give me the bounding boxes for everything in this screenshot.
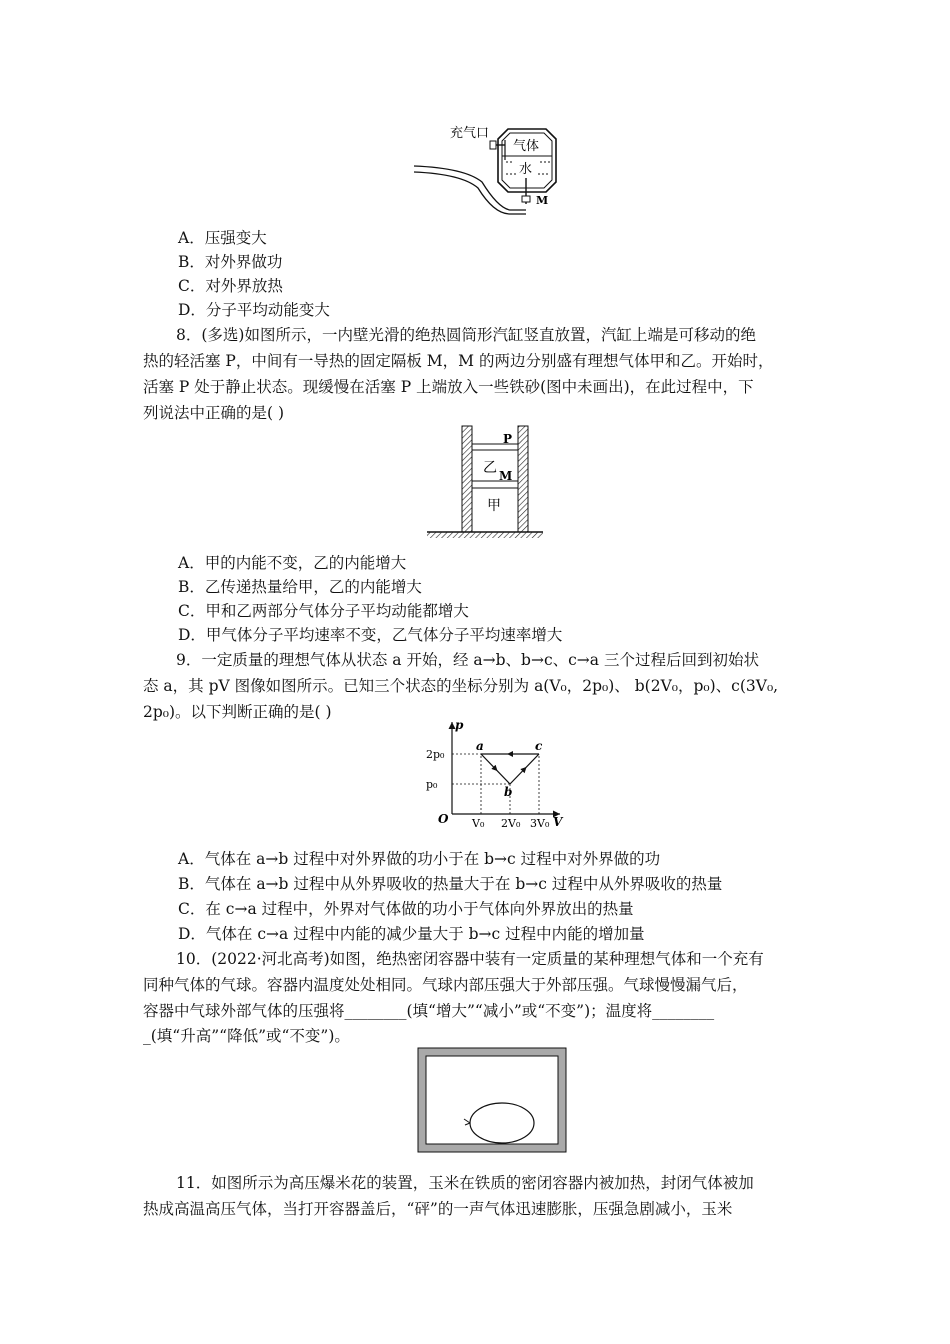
q9-option-c: C．在 c→a 过程中，外界对气体做的功小于气体向外界放出的热量 <box>178 900 634 918</box>
y-tick-label: p₀ <box>426 778 438 791</box>
q9-option-b: B．气体在 a→b 过程中从外界吸收的热量大于在 b→c 过程中从外界吸收的热量 <box>178 875 723 893</box>
q7-option-d: D．分子平均动能变大 <box>178 301 330 319</box>
q8-option-b: B．乙传递热量给甲，乙的内能增大 <box>178 578 422 596</box>
cylinder-figure <box>425 424 545 542</box>
p-axis-label: p <box>455 718 464 732</box>
q8-line-1: 8．(多选)如图所示，一内壁光滑的绝热圆筒形汽缸竖直放置，汽缸上端是可移动的绝 <box>176 326 756 344</box>
q7-option-b: B．对外界做功 <box>178 253 283 271</box>
q9-line-2: 态 a，其 pV 图像如图所示。已知三个状态的坐标分别为 a(V₀，2p₀)、 b(2V₀，p₀)、c(3V₀, <box>143 677 779 695</box>
x-tick-label: 2V₀ <box>501 817 521 830</box>
y-tick-label: 2p₀ <box>426 748 445 761</box>
q10-line-2: 同种气体的气球。容器内温度处处相同。气球内部压强大于外部压强。气球慢慢漏气后， <box>143 976 748 994</box>
arrow-a-b <box>494 767 496 769</box>
valve-label: M <box>536 194 549 207</box>
v-axis-label: V <box>553 815 563 829</box>
gas-b-label: 乙 <box>483 460 497 476</box>
q10-line-1: 10．(2022·河北高考)如图，绝热密闭容器中装有一定质量的某种理想气体和一个充有 <box>176 950 764 968</box>
piston-label: P <box>503 432 513 446</box>
x-tick-label: 3V₀ <box>530 817 550 830</box>
q11-line-2: 热成高温高压气体，当打开容器盖后，“砰”的一声气体迅速膨胀，压强急剧减小，玉米 <box>143 1200 733 1218</box>
q9-option-a: A．气体在 a→b 过程中对外界做的功小于在 b→c 过程中对外界做的功 <box>178 850 661 868</box>
pv-chart <box>420 716 570 832</box>
x-tick-label: V₀ <box>472 817 485 830</box>
point-label-a: a <box>476 739 484 753</box>
q8-option-c: C．甲和乙两部分气体分子平均动能都增大 <box>178 602 469 620</box>
q10-line-4: _(填“升高”“降低”或“不变”)。 <box>143 1027 350 1045</box>
point-label-b: b <box>504 785 513 799</box>
q10-line-3: 容器中气球外部气体的压强将________(填“增大”“减小”或“不变”)；温度将________ <box>143 1002 715 1020</box>
balloon <box>470 1103 534 1143</box>
origin-label: O <box>438 812 449 826</box>
arrow-b-c <box>523 769 525 771</box>
point-label-c: c <box>535 739 543 753</box>
port-label: 充气口 <box>450 126 490 141</box>
q8-option-d: D．甲气体分子平均速率不变，乙气体分子平均速率增大 <box>178 626 563 644</box>
q9-line-1: 9．一定质量的理想气体从状态 a 开始，经 a→b、b→c、c→a 三个过程后回到初始状 <box>176 651 759 669</box>
water-label: 水 <box>519 162 533 177</box>
q8-line-2: 热的轻活塞 P，中间有一导热的固定隔板 M，M 的两边分别盛有理想气体甲和乙。开始时， <box>143 352 774 370</box>
q7-option-c: C．对外界放热 <box>178 277 283 295</box>
q11-line-1: 11．如图所示为高压爆米花的装置，玉米在铁质的密闭容器内被加热，封闭气体被加 <box>176 1174 754 1192</box>
q7-option-a: A．压强变大 <box>178 229 267 247</box>
q8-line-3: 活塞 P 处于静止状态。现缓慢在活塞 P 上端放入一些铁砂(图中未画出)，在此过程中，下 <box>143 378 754 396</box>
partition-label: M <box>499 469 513 483</box>
tank-figure <box>410 118 570 218</box>
gas-a-label: 甲 <box>487 498 501 514</box>
gas-label: 气体 <box>513 139 540 154</box>
q8-line-4: 列说法中正确的是( ) <box>143 404 285 422</box>
q9-option-d: D．气体在 c→a 过程中内能的减少量大于 b→c 过程中内能的增加量 <box>178 925 645 943</box>
q8-option-a: A．甲的内能不变，乙的内能增大 <box>178 554 407 572</box>
balloon-container-figure <box>416 1046 568 1154</box>
q9-line-3: 2p₀)。以下判断正确的是( ) <box>143 703 332 721</box>
